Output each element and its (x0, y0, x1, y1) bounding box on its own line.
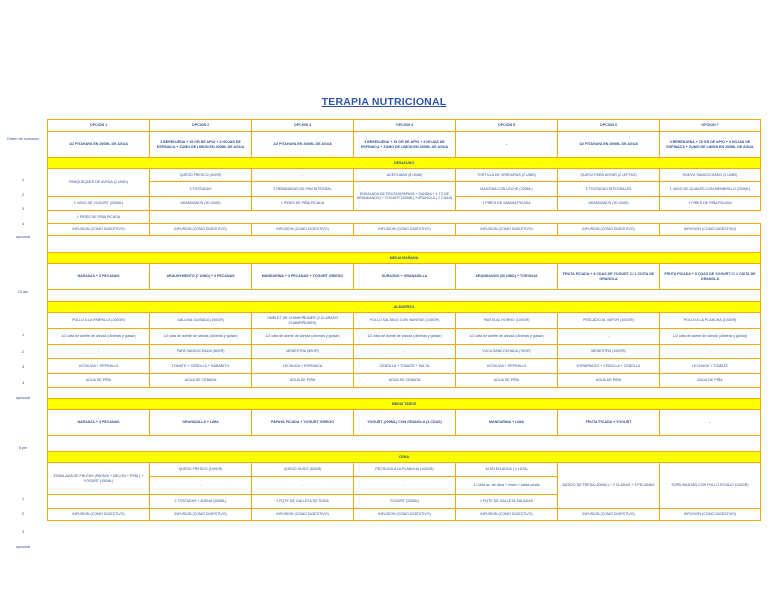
table-cell: QUESO FRESCO (40GR) (150, 169, 252, 182)
table-cell: NARANJA + 3 PECANAS (48, 410, 150, 436)
table-cell: POLLO A LA PARRILLA (100GR) (48, 313, 150, 329)
table-cell: FRUTA PICADA + 5 CDAS DE YOGURT C/ 1 CDITA DE GRANOLA (660, 264, 761, 290)
table-cell: INFUSION (COMO DIGESTIVO) (558, 509, 660, 521)
row-label-desayuno-2: 2 (21, 193, 25, 197)
table-row (48, 359, 761, 374)
nutrition-table (47, 119, 761, 521)
section-title: ALMUERZO (48, 302, 761, 313)
section-almuerzo (48, 302, 761, 313)
table-cell (150, 211, 761, 224)
table-cell: AGUA DE PIÑA (558, 374, 660, 388)
table-cell: INFUSION (COMO DIGESTIVO) (252, 224, 354, 236)
table-cell: AGUA DE PIÑA (456, 374, 558, 388)
table-row (48, 264, 761, 290)
option-header: OPCION 2 (150, 120, 252, 132)
table-cell: LECHUGA + PEPINILLO (456, 359, 558, 374)
table-cell: ARANDANOS (30 UNID) (150, 197, 252, 211)
table-cell: OMELET DE CHAMPIÑONES (3 CLARAS/3 CHAMPIÑONES) (252, 313, 354, 329)
table-cell: - (354, 345, 456, 359)
table-row (48, 211, 761, 224)
table-cell: INFUSION (COMO DIGESTIVO) (456, 224, 558, 236)
table-cell: 1/2 cdta de aceite de canola (oliveras y guisar) (456, 329, 558, 345)
table-cell: PANQUEQUES DE AVENA (2 UNID) (48, 169, 150, 197)
table-cell: 1/2 PITAHAYA EN 200ML DE AGUA (48, 132, 150, 158)
table-cell: AGUA DE CEBADA (354, 374, 456, 388)
table-cell: 1 VASO DE QUAKER CON MEMBRILLO (200ML) (660, 182, 761, 197)
table-cell: PAPA SANCOCHADA (80GR) (150, 345, 252, 359)
table-cell: MANDARINA + 3 PECANAS + YOGURT GRIEGO (252, 264, 354, 290)
table-cell: 1/2 cdta de aceite de canola (oliveras y guisar) (354, 329, 456, 345)
table-cell: PECHUGA A LA PLANCHA (100GR) (354, 463, 456, 477)
table-cell: - (456, 132, 558, 158)
row-label-almuerzo-2: 2 (21, 350, 25, 354)
table-row (48, 374, 761, 388)
table-cell: 2 REBANADAS DE PAN INTEGRAL (252, 182, 354, 197)
table-cell: MAICENA CON LECHE (200ML) (456, 182, 558, 197)
table-cell: 1 PQTE DE GALLETA SALADAS (456, 495, 558, 509)
row-label-almuerzo-opcional: opcional (15, 396, 31, 400)
table-cell: 1 PIRES DE PIÑA PICADA (252, 197, 354, 211)
table-cell: - (48, 345, 150, 359)
table-cell: ENSALADA DE FRUTAS(PAPAYA + SANDIA + 1 TZ DE ARANDANOS) + YOGURT (200ML) +GRANOLA ( 2 CDAS) (354, 182, 456, 211)
row-label-orden: Orden de consumo (6, 137, 40, 141)
table-cell: INFUSION (COMO DIGESTIVO) (456, 509, 558, 521)
table-cell: 1/2 PITAHAYA EN 200ML DE AGUA (558, 132, 660, 158)
table-cell: 1 VASO DE YOGURT (200ML) (48, 197, 150, 211)
section-media-manana (48, 253, 761, 264)
table-cell: INFUSION (COMO DIGESTIVO) (48, 509, 150, 521)
table-cell: 1/2 cdta de aceite de canola (oliveras y guisar) (48, 329, 150, 345)
table-cell: INFUSION (COMO DIGESTIVO) (354, 509, 456, 521)
table-cell: MANDARINA + LIMA (456, 410, 558, 436)
table-cell: ATUN EN AGUA ( 1 LATA) (456, 463, 558, 477)
row-label-cena-2: 2 (21, 512, 25, 516)
table-cell: AGUA DE PIÑA (660, 374, 761, 388)
row-label-cena-opcional: opcional (15, 545, 31, 549)
row-label-10am: 10 am (17, 290, 29, 294)
table-cell: - (252, 169, 354, 182)
table-row (48, 313, 761, 329)
table-cell: INFUSION (COMO DIGESTIVO) (660, 224, 761, 236)
table-cell: 1 Cdita ac. de oliva + limón + salsa criolla (456, 477, 558, 495)
table-row (48, 182, 761, 197)
section-desayuno (48, 158, 761, 169)
table-cell: AGUA DE PIÑA (48, 374, 150, 388)
table-cell: INFUSION (COMO DIGESTIVO) (354, 224, 456, 236)
table-cell: INFUSION (COMO DIGESTIVO) (150, 224, 252, 236)
spacer (48, 436, 761, 452)
row-label-almuerzo-3: 3 (21, 365, 25, 369)
table-cell: 3 TOSTADAS INTEGRALES (558, 182, 660, 197)
option-header: OPCION 6 (558, 120, 660, 132)
table-cell: 2 TOSTADAS + AVENA (200ML) (150, 495, 252, 509)
table-cell: LECHUGA + ESPINACA (252, 359, 354, 374)
table-cell: GRANADILLA + LIMA (150, 410, 252, 436)
table-cell: ARANDANOS (30 UNID) (558, 197, 660, 211)
section-title: MEDIA TARDE (48, 399, 761, 410)
table-cell: 1 PQTE DE GALLETA DE SODA (252, 495, 354, 509)
table-cell (48, 495, 150, 509)
table-cell: PAVITA AL HORNO (100GR) (456, 313, 558, 329)
table-cell: POLLO A LA PLANCHA (100GR) (660, 313, 761, 329)
table-cell: NARANJA + 5 PECANAS (48, 264, 150, 290)
table-cell: ARAUNYMENTO (7 UNID) + 3 PECANAS (150, 264, 252, 290)
row-label-almuerzo-1: 1 (21, 333, 25, 337)
table-cell: - (354, 477, 456, 495)
table-cell: CEBOLLA + TOMATE + PALTA (354, 359, 456, 374)
table-cell: PESCADO AL VAPOR (100GR) (558, 313, 660, 329)
section-media-tarde (48, 399, 761, 410)
table-row (48, 410, 761, 436)
table-cell: 3 BERENJENA + 15 GR DE APIO + 3 HOJAS DE ESPINACA + ZUMO DE LIMON EN 200ML DE AGUA (354, 132, 456, 158)
table-cell: ARANDANOS (30 UNID) + TORONJA (456, 264, 558, 290)
spacer (48, 290, 761, 302)
table-cell: - (660, 345, 761, 359)
table-cell: - (660, 410, 761, 436)
section-title: DESAYUNO (48, 158, 761, 169)
table-cell: ENSALADA DE FRUTAS (PAPAYA + MELON + PIÑA ) + YOGURT (150ML) (48, 463, 150, 495)
row-label-5pm: 5 pm (18, 446, 28, 450)
table-cell: QUESO SUIZO (80GR) (252, 463, 354, 477)
table-cell: MENESTRA (100GR) (558, 345, 660, 359)
table-row (48, 169, 761, 182)
table-row (48, 329, 761, 345)
table-cell: 3 BERENJENA + 15 GR DE APIO + 3 HOJAS DE ESPINACA + ZUMO DE LIMON EN 200ML DE AGUA (150, 132, 252, 158)
table-row (48, 463, 761, 477)
option-header: OPCION 5 (456, 120, 558, 132)
table-cell: FRUTA PICADA + YOGURT (558, 410, 660, 436)
table-cell: - (150, 477, 252, 495)
table-cell: INFUSION (COMO DIGESTIVO) (150, 509, 252, 521)
table-cell: 1 PIRES DE PIÑA PICADA (48, 211, 150, 224)
option-header: OPCION 7 (660, 120, 761, 132)
table-cell: 3 BERENJENA + 15 GR DE APIO + 3 HOJAS DE ESPINACA + ZUMO DE LIMON EN 200ML DE AGUA (660, 132, 761, 158)
table-cell: INFUSION (COMO DIGESTIVO) (48, 224, 150, 236)
table-cell: AGUA DE CEBADA (150, 374, 252, 388)
row-label-desayuno-3: 3 (21, 207, 25, 211)
table-cell: ESPARRAGO + CEBOLLA + CEBOLLA (558, 359, 660, 374)
table-cell: YOGURT (200ML) (354, 495, 456, 509)
option-header: OPCION 1 (48, 120, 150, 132)
table-cell: 1/2 cdta de aceite de canola (oliveras y guisar) (252, 329, 354, 345)
page-title: TERAPIA NUTRICIONAL (321, 96, 447, 108)
table-cell: YUCA SANCOCHADA (70GR) (456, 345, 558, 359)
table-cell: - (252, 477, 354, 495)
spacer (48, 388, 761, 399)
table-cell: INFUSION (COMO DIGESTIVO) (252, 509, 354, 521)
table-cell: HUEVO SANCOCHADO (2 UNID) (660, 169, 761, 182)
row-label-desayuno-1: 1 (21, 178, 25, 182)
table-cell: 1/2 cdta de aceite de canola (oliveras y guisar) (150, 329, 252, 345)
table-cell: AGUA DE PIÑA (252, 374, 354, 388)
table-cell: TORTILLA DE VERDURAS (2 UNID) (456, 169, 558, 182)
table-cell: 3 TOSTADAS (150, 182, 252, 197)
table-cell: SOPA WANTAN CON POLLO PICADO (100GR) (660, 463, 761, 509)
section-title: CENA (48, 452, 761, 463)
table-cell: GALLINA GUISADA (100GR) (150, 313, 252, 329)
table-cell: YOGURT (200ML) CON GRANOLA (4 CDAS) (354, 410, 456, 436)
table-cell: DURAZNO + GRANADILLA (354, 264, 456, 290)
table-cell: BATIDO DE FRESA (200ML) + 3 CLARAS + 3 PECANAS (558, 463, 660, 509)
table-cell: INFUSION (COMO DIGESTIVO) (660, 509, 761, 521)
table-cell: 1 PIRES DE PIÑA PICADA (660, 197, 761, 211)
table-cell: PAPAYA PICADA + YOGURT GRIEGO (252, 410, 354, 436)
table-cell: - (558, 329, 660, 345)
orden-row (48, 132, 761, 158)
row-label-desayuno-opcional: opcional (15, 235, 31, 239)
row-label-cena-1: 1 (21, 497, 25, 501)
row-label-desayuno-4: 4 (21, 222, 25, 226)
table-cell: FRUTA PICADA + 5 CDAS DE YOGURT C/ 1 CDITA DE GRANOLA (558, 264, 660, 290)
table-cell: QUESO FRESCO (100GR) (150, 463, 252, 477)
section-cena (48, 452, 761, 463)
spacer (48, 236, 761, 253)
table-row (48, 224, 761, 236)
table-cell: TOMATE + CEBOLLA + RABANITO (150, 359, 252, 374)
section-title: MEDIA MAÑANA (48, 253, 761, 264)
table-cell: LECHUGA + TOMATE (660, 359, 761, 374)
table-row (48, 345, 761, 359)
table-row (48, 509, 761, 521)
option-header: OPCION 3 (252, 120, 354, 132)
table-cell: 1 PIRES DE SANDIA PICADA (456, 197, 558, 211)
table-cell: ACEITUNAS (8 UNID) (354, 169, 456, 182)
table-cell: 1/2 PITAHAYA EN 200ML DE AGUA (252, 132, 354, 158)
option-header: OPCION 4 (354, 120, 456, 132)
table-cell: POLLO SALTADO CON VAINITAS (100GR) (354, 313, 456, 329)
row-label-almuerzo-4: 4 (21, 381, 25, 385)
table-cell: LECHUGA + PEPINILLO (48, 359, 150, 374)
table-cell: QUESO PARA UNTAR (2 LEFTAS) (558, 169, 660, 182)
row-label-cena-3: 3 (21, 530, 25, 534)
table-cell: 1/2 cdta de aceite de canola (oliveras y guisar) (660, 329, 761, 345)
options-header-row (48, 120, 761, 132)
table-cell: INFUSION (COMO DIGESTIVO) (558, 224, 660, 236)
table-cell: MENESTRA (80GR) (252, 345, 354, 359)
